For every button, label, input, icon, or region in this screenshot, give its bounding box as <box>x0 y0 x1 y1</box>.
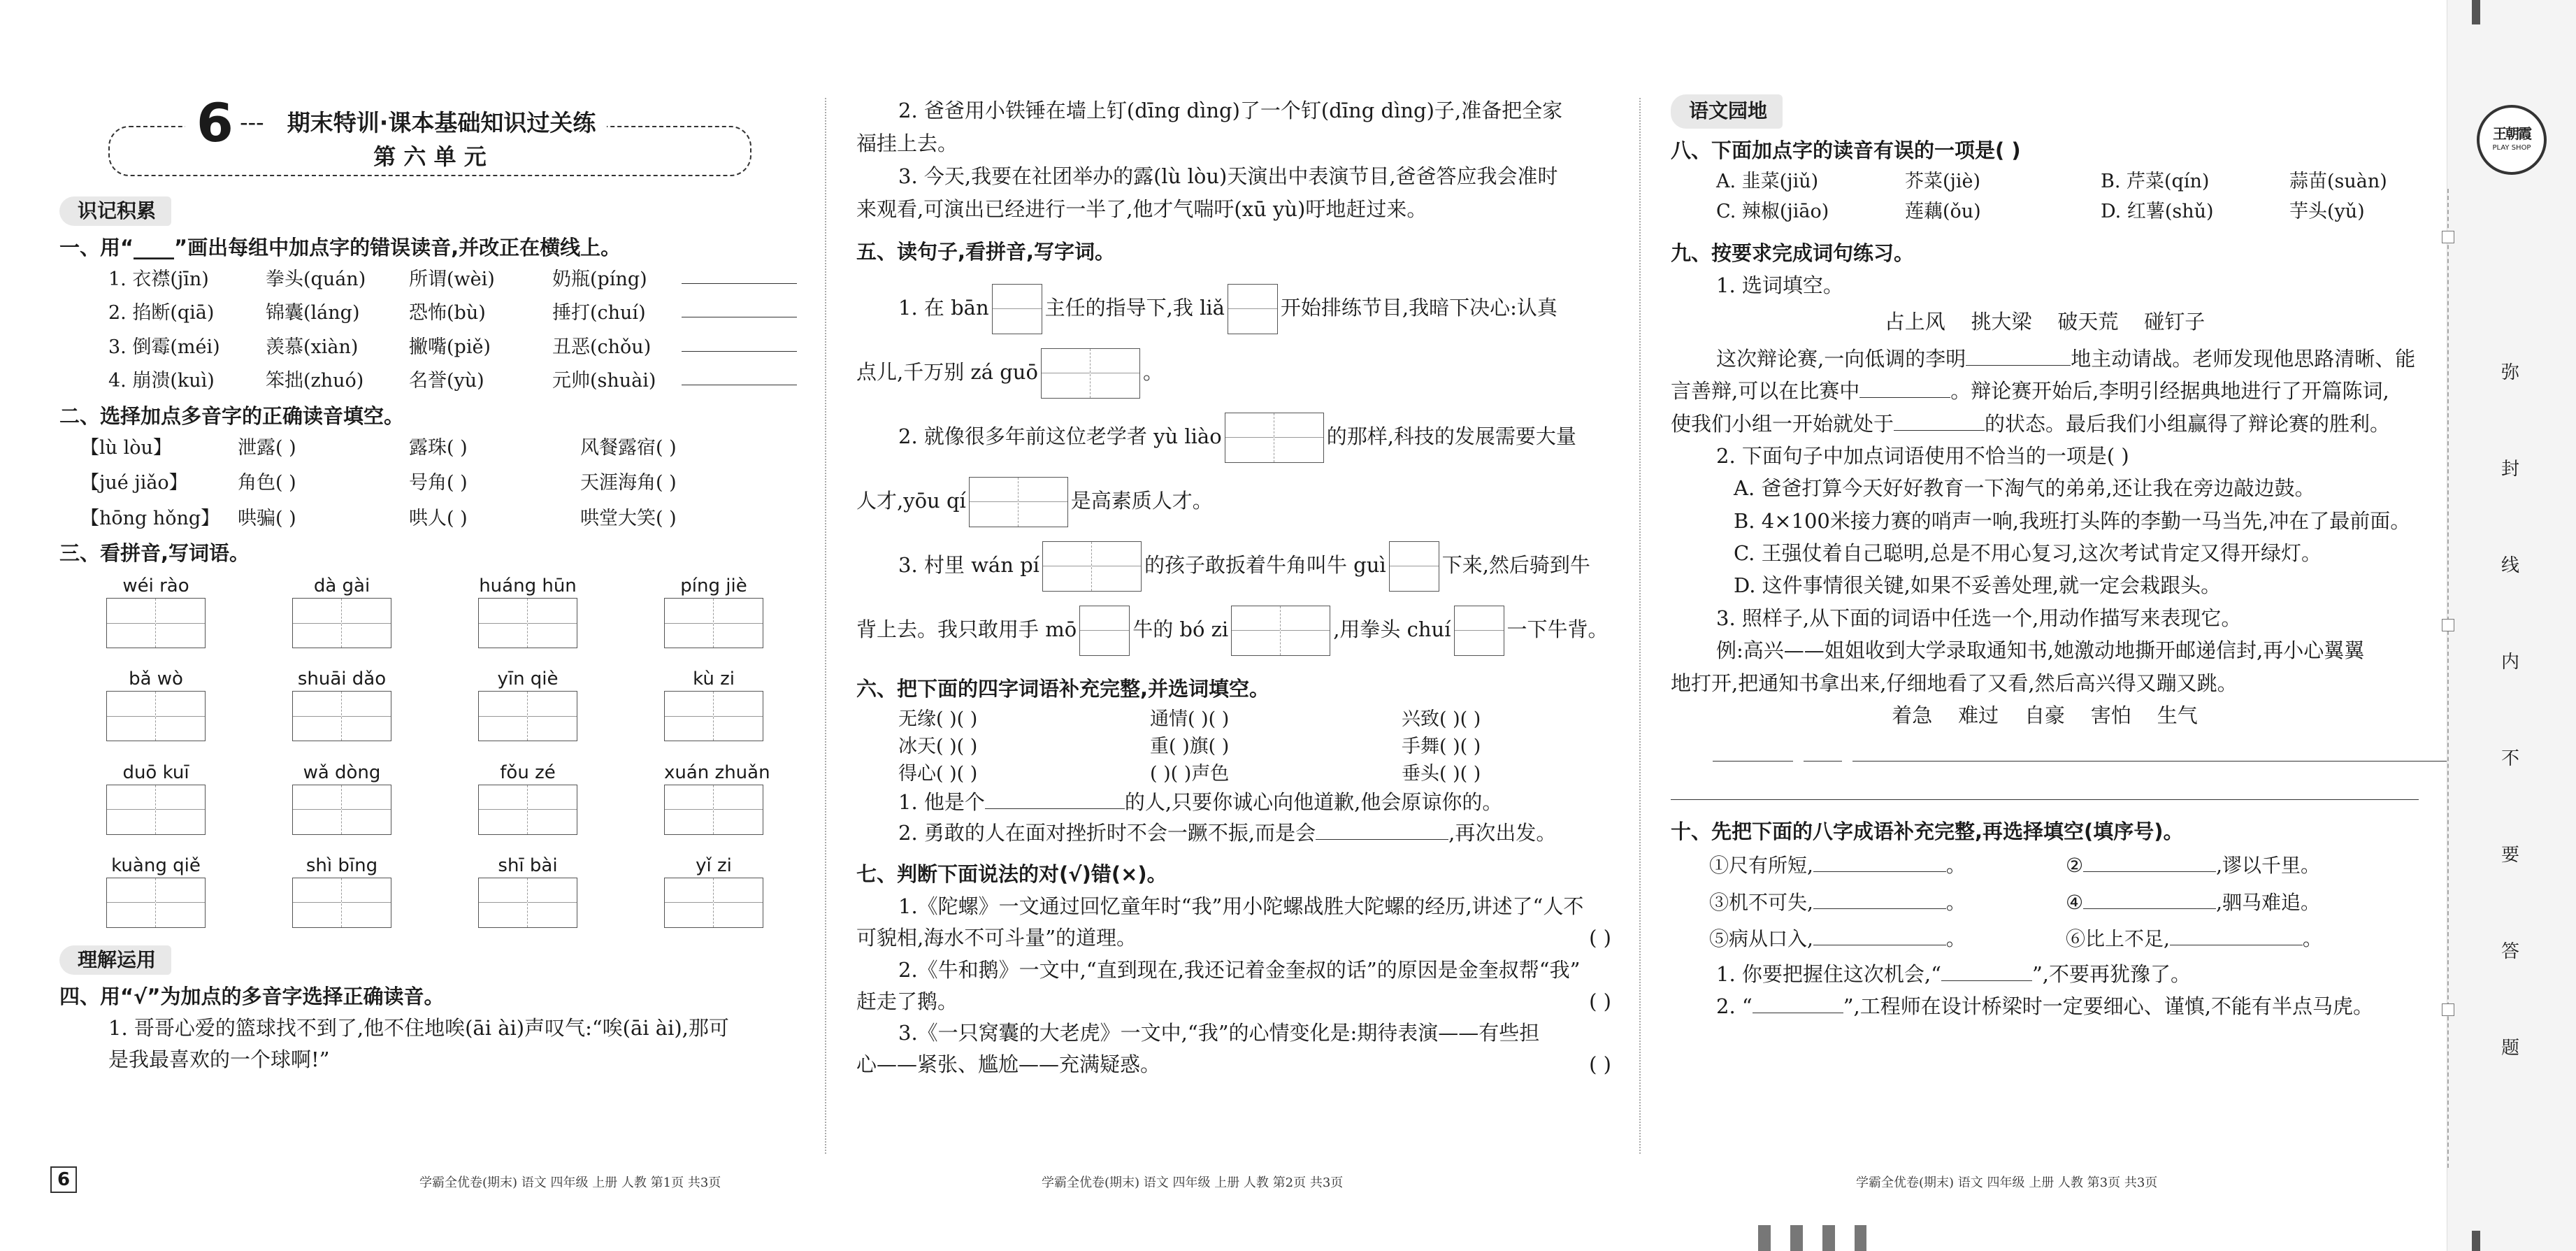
writing-box[interactable] <box>292 598 391 648</box>
q9-text: 的状态。最后我们小组赢得了辩论赛的胜利。 <box>1985 411 2391 436</box>
q9-option[interactable]: B. 4×100米接力赛的哨声一响,我班打头阵的李勤一马当先,冲在了最前面。 <box>1734 508 2411 533</box>
question-10-title: 十、先把下面的八字成语补充完整,再选择填空(填序号)。 <box>1671 819 2184 843</box>
question-6-grid <box>898 706 1611 787</box>
answer-blank[interactable] <box>1852 745 2450 762</box>
q9-part: 2. 下面句子中加点词语使用不恰当的一项是( ) <box>1716 443 2129 468</box>
pinyin-label: shì bīng <box>305 855 378 876</box>
q1-item: 羡慕(xiàn) <box>266 336 359 358</box>
pinyin-grid <box>106 574 786 934</box>
answer-blank[interactable] <box>1813 929 1946 945</box>
pinyin-label: xuán zhuǎn <box>664 762 770 783</box>
q9-text: 这次辩论赛,一向低调的李明 <box>1716 346 1966 371</box>
answer-blank[interactable] <box>1713 745 1793 762</box>
example-line: 地打开,把通知书拿出来,仔细地看了又看,然后高兴得又蹦又跳。 <box>1671 671 2238 695</box>
notice-char: 不 <box>2501 748 2519 769</box>
section-tag: 语文园地 <box>1671 94 1783 129</box>
q1-item: 3. 倒霉(méi) <box>108 336 220 358</box>
question-5-body <box>856 276 1611 662</box>
q9-text: 。辩论赛开始后,李明引经据典地进行了开篇陈词, <box>1950 379 2389 403</box>
page-footer: 学霸全优卷(期末) 语文 四年级 上册 人教 第3页 共3页 <box>1856 1175 2158 1190</box>
notice-char: 线 <box>2501 555 2519 576</box>
q2-item: 角色( ) <box>238 472 296 494</box>
question-8-options <box>1716 166 2419 227</box>
logo-subtext: PLAY SHOP <box>2492 144 2531 152</box>
question-2-title: 二、选择加点多音字的正确读音填空。 <box>59 403 405 428</box>
binding-dashed-line <box>2447 189 2449 1168</box>
option-c[interactable]: C. 辣椒(jiāo) <box>1716 201 1829 223</box>
writing-box[interactable] <box>1079 606 1130 656</box>
notice-char: 内 <box>2501 652 2519 673</box>
q7-text: 赶走了鹅。 <box>856 989 958 1013</box>
option-a[interactable]: A. 韭菜(jiǔ) <box>1716 171 1819 193</box>
q1-item: 锦囊(láng) <box>266 302 360 324</box>
section-tag: 识记积累 <box>59 196 171 226</box>
answer-blank[interactable] <box>682 267 797 284</box>
middle-column <box>856 94 1611 1081</box>
idiom-item: ①尺有所短, <box>1709 854 1813 878</box>
q1-item: 撇嘴(piě) <box>409 336 491 358</box>
question-4-title: 四、用“√”为加点的多音字选择正确读音。 <box>59 984 445 1008</box>
writing-box[interactable] <box>478 691 577 741</box>
q9-text: 使我们小组一开始就处于 <box>1671 411 1894 436</box>
answer-line-group[interactable] <box>1713 738 2419 771</box>
q6-item: 兴致( )( ) <box>1402 708 1481 730</box>
pinyin-label: bǎ wò <box>129 669 183 690</box>
q6-sentence: ,再次出发。 <box>1448 820 1557 845</box>
unit-header: 6 --- 期末特训·课本基础知识过关练 第 六 单 元 <box>108 94 807 185</box>
writing-box[interactable] <box>106 878 206 928</box>
writing-box[interactable] <box>664 598 763 648</box>
q6-sentence: 2. 勇敢的人在面对挫折时不会一蹶不振,而是会 <box>898 820 1316 845</box>
q2-item: 露珠( ) <box>409 436 468 459</box>
q1-item: 拳头(quán) <box>266 268 366 290</box>
q9-option[interactable]: D. 这件事情很关键,如果不妥善处理,就一定会栽跟头。 <box>1734 573 2222 598</box>
q5-text: 是高素质人才。 <box>1070 488 1213 513</box>
pinyin-label: kuàng qiě <box>111 855 201 876</box>
pinyin-label: huáng hūn <box>479 576 577 597</box>
pinyin-label: kù zi <box>693 669 735 690</box>
answer-blank[interactable] <box>1813 855 1946 872</box>
pinyin-label: wéi rào <box>122 576 189 597</box>
answer-blank[interactable] <box>682 335 797 352</box>
writing-box[interactable] <box>1231 606 1330 656</box>
q2-item: 天涯海角( ) <box>580 472 677 494</box>
q4-line: 1. 哥哥心爱的篮球找不到了,他不住地唉(āi ài)声叹气:“唉(āi ài),那可 <box>108 1015 729 1040</box>
pinyin-cell <box>664 667 763 748</box>
q1-item: 所谓(wèi) <box>409 268 495 290</box>
q5-text: 一下牛背。 <box>1506 617 1609 641</box>
q2-item: 【jué jiǎo】 <box>80 472 188 494</box>
page-title: 期末特训·课本基础知识过关练 <box>287 109 596 137</box>
writing-box[interactable] <box>1454 606 1504 656</box>
pinyin-cell <box>664 761 770 841</box>
pinyin-label: shī bài <box>498 855 558 876</box>
unit-number: 6 <box>196 92 233 154</box>
writing-box[interactable] <box>664 878 763 928</box>
writing-box[interactable] <box>992 284 1042 334</box>
writing-box[interactable] <box>292 691 391 741</box>
q2-item: 风餐露宿( ) <box>580 436 677 459</box>
q9-option[interactable]: C. 王强仗着自己聪明,总是不用心复习,这次考试肯定又得开绿灯。 <box>1734 541 2322 566</box>
logo-text: 王朝霞 <box>2493 125 2531 142</box>
binding-mark <box>2442 1003 2454 1016</box>
pinyin-cell <box>664 854 763 934</box>
q9-option[interactable]: A. 爸爸打算今天好好教育一下淘气的弟弟,还让我在旁边敲边鼓。 <box>1734 476 2315 501</box>
question-7-title: 七、判断下面说法的对(√)错(×)。 <box>856 862 1167 887</box>
top-bar <box>2472 0 2480 24</box>
question-5-title: 五、读句子,看拼音,写字词。 <box>856 239 1116 264</box>
binding-mark <box>2442 231 2454 243</box>
q6-item: 垂头( )( ) <box>1402 763 1481 785</box>
writing-box[interactable] <box>292 785 391 835</box>
question-10-grid: ①尺有所短, 。 ② ,谬以千里。 ③机不可失, 。 ④ ,驷马难追。 ⑤病从口入, 。 ⑥比上不足, 。 <box>1709 854 2322 951</box>
q6-item: ( )( )声色 <box>1150 763 1230 785</box>
idiom-item: ⑥比上不足, <box>2066 927 2170 951</box>
q6-sentence: 的人,只要你诚心向他道歉,他会原谅你的。 <box>1124 790 1503 815</box>
writing-box[interactable] <box>106 691 206 741</box>
page-number: 6 <box>50 1166 77 1193</box>
pinyin-cell <box>292 761 391 841</box>
question-8-title: 八、下面加点字的读音有误的一项是( ) <box>1671 138 2021 162</box>
notice-char: 要 <box>2501 845 2519 866</box>
writing-box[interactable] <box>292 878 391 928</box>
pinyin-label: dà gài <box>313 576 370 597</box>
pinyin-cell <box>478 761 577 841</box>
option-a: 芥菜(jiè) <box>1905 171 1981 193</box>
q1-item: 元帅(shuài) <box>552 370 656 392</box>
left-column <box>59 94 786 1073</box>
q1-item: 丑恶(chǒu) <box>552 336 652 358</box>
q5-text: 点儿,千万别 zá guō <box>856 359 1038 384</box>
pinyin-cell <box>292 667 391 748</box>
q5-text: 人才,yōu qí <box>856 488 966 513</box>
q10-text: ”,工程师在设计桥梁时一定要细心、谨慎,不能有半点马虎。 <box>1843 994 2373 1019</box>
judgement-paren[interactable]: ( ) <box>1589 926 1611 950</box>
q10-text: 1. 你要把握住这次机会,“ <box>1716 962 1941 987</box>
pinyin-label: píng jiè <box>680 576 747 597</box>
q2-item: 哄骗( ) <box>238 507 296 529</box>
writing-box[interactable] <box>478 598 577 648</box>
judgement-paren[interactable]: ( ) <box>1589 989 1611 1013</box>
answer-blank[interactable] <box>985 792 1125 809</box>
idiom-item: ,谬以千里。 <box>2216 854 2321 878</box>
question-6-title: 六、把下面的四字词语补充完整,并选词填空。 <box>856 676 1270 701</box>
q2-item: 【hōng hǒng】 <box>80 507 220 529</box>
option-c: 莲藕(ǒu) <box>1905 201 1981 223</box>
answer-blank[interactable] <box>2170 929 2303 945</box>
pinyin-cell <box>292 574 391 655</box>
q1-item: 名誉(yù) <box>409 370 484 392</box>
answer-blank[interactable] <box>1894 414 1985 431</box>
idiom-item: ⑤病从口入, <box>1709 927 1813 951</box>
q5-text: 开始排练节目,我暗下决心:认真 <box>1280 295 1557 320</box>
vertical-notice <box>2496 364 2524 1067</box>
q10-text: ”,不要再犹豫了。 <box>2031 962 2191 987</box>
writing-box[interactable] <box>478 878 577 928</box>
q5-text: 1. 在 bān <box>898 295 989 320</box>
writing-box[interactable] <box>1228 284 1278 334</box>
q4-line: 2. 爸爸用小铁锤在墙上钉(dīng dìng)了一个钉(dīng dìng)子,准备把全家 <box>898 99 1563 122</box>
idiom-item: ③机不可失, <box>1709 890 1813 914</box>
answer-blank[interactable] <box>1804 745 1842 762</box>
q4-line: 来观看,可演出已经进行一半了,他才气喘吁(xū yù)吁地赶过来。 <box>856 196 1427 221</box>
answer-blank[interactable] <box>2083 855 2216 872</box>
writing-box[interactable] <box>664 785 763 835</box>
idiom-item: ④ <box>2066 890 2084 914</box>
q9-text: 言善辩,可以在比赛中 <box>1671 379 1860 403</box>
q6-item: 手舞( )( ) <box>1402 735 1481 757</box>
answer-blank[interactable] <box>1859 381 1950 398</box>
answer-blank[interactable] <box>1966 349 2071 366</box>
writing-box[interactable] <box>969 477 1068 527</box>
judgement-paren[interactable]: ( ) <box>1589 1052 1611 1077</box>
q5-text: 2. 就像很多年前这位老学者 yù liào <box>898 424 1222 448</box>
q7-text: 2.《牛和鹅》一文中,“直到现在,我还记着金奎叔的话”的原因是金奎叔帮“我” <box>898 957 1581 982</box>
q5-text: 的孩子敢扳着牛角叫牛 guì <box>1144 552 1386 577</box>
q7-text: 心——紧张、尴尬——充满疑惑。 <box>856 1052 1161 1077</box>
pinyin-cell <box>478 574 577 655</box>
pinyin-cell <box>106 761 206 841</box>
question-2-rows <box>80 436 786 531</box>
q2-item: 【lù lòu】 <box>80 436 172 459</box>
q7-text: 1.《陀螺》一文通过回忆童年时“我”用小陀螺战胜大陀螺的经历,讲述了“人不 <box>898 894 1584 919</box>
q5-text: 下来,然后骑到牛 <box>1441 552 1590 577</box>
pinyin-cell <box>478 667 577 748</box>
q1-item: 恐怖(bù) <box>409 302 486 324</box>
page-footer: 学霸全优卷(期末) 语文 四年级 上册 人教 第2页 共3页 <box>1042 1175 1344 1190</box>
page-footer: 学霸全优卷(期末) 语文 四年级 上册 人教 第1页 共3页 <box>419 1175 721 1190</box>
pinyin-cell <box>664 574 763 655</box>
q5-text: ,用拳头 chuí <box>1333 617 1451 641</box>
q2-item: 哄人( ) <box>409 507 468 529</box>
answer-blank[interactable] <box>682 301 797 317</box>
answer-line[interactable] <box>1671 799 2419 800</box>
q4-line: 是我最喜欢的一个球啊!” <box>108 1047 330 1071</box>
q6-item: 无缘( )( ) <box>898 708 978 730</box>
pinyin-label: yǐ zi <box>696 855 732 876</box>
writing-box[interactable] <box>106 785 206 835</box>
example-line: 例:高兴——姐姐收到大学录取通知书,她激动地撕开邮递信封,再小心翼翼 <box>1716 638 2365 663</box>
pinyin-cell <box>292 854 391 934</box>
q10-text: 2. “ <box>1716 994 1753 1019</box>
q1-item: 捶打(chuí) <box>552 302 646 324</box>
q4-line: 福挂上去。 <box>856 131 958 155</box>
q5-text: 主任的指导下,我 liǎ <box>1044 295 1225 320</box>
pinyin-label: duō kuī <box>122 762 189 783</box>
q6-item: 冰天( )( ) <box>898 735 978 757</box>
writing-box[interactable] <box>478 785 577 835</box>
option-d: 芋头(yǔ) <box>2289 201 2365 223</box>
question-9-title: 九、按要求完成词句练习。 <box>1671 241 1915 265</box>
pinyin-cell <box>106 854 206 934</box>
column-divider <box>825 98 826 1154</box>
question-1-title: 一、用“____”画出每组中加点字的错误读音,并改正在横线上。 <box>59 235 621 259</box>
pinyin-cell <box>478 854 577 934</box>
pinyin-cell <box>106 574 206 655</box>
q7-text: 可貌相,海水不可斗量”的道理。 <box>856 926 1137 950</box>
q6-item: 通情( )( ) <box>1150 708 1230 730</box>
writing-box[interactable] <box>1042 541 1142 592</box>
q9-part: 3. 照样子,从下面的词语中任选一个,用动作描写来表现它。 <box>1716 606 2242 630</box>
writing-box[interactable] <box>106 598 206 648</box>
writing-box[interactable] <box>664 691 763 741</box>
question-1-rows <box>108 267 786 394</box>
pinyin-cell <box>106 667 206 748</box>
binding-sidebar <box>2447 0 2576 1251</box>
q1-item: 4. 崩溃(kuì) <box>108 370 215 392</box>
option-b[interactable]: B. 芹菜(qín) <box>2101 171 2210 193</box>
q2-item: 号角( ) <box>409 472 468 494</box>
bottom-marks <box>1758 1225 1866 1251</box>
answer-blank[interactable] <box>682 369 797 385</box>
right-column <box>1671 94 2419 1023</box>
idiom-item: ② <box>2066 854 2084 878</box>
q2-item: 泄露( ) <box>238 436 296 459</box>
q5-text: 的那样,科技的发展需要大量 <box>1326 424 1576 448</box>
q1-item: 2. 掐断(qiā) <box>108 302 215 324</box>
pinyin-label: shuāi dǎo <box>297 669 387 690</box>
question-3-title: 三、看拼音,写词语。 <box>59 541 250 566</box>
writing-box[interactable] <box>1041 348 1140 399</box>
q6-item: 重( )旗( ) <box>1150 735 1230 757</box>
q9-text: 地主动请战。老师发现他思路清晰、能 <box>2071 346 2416 371</box>
bottom-bar <box>2472 1231 2480 1251</box>
answer-blank[interactable] <box>1813 892 1946 909</box>
q1-item: 笨拙(zhuó) <box>266 370 364 392</box>
q6-sentence: 1. 他是个 <box>898 790 985 815</box>
pinyin-label: yīn qiè <box>497 669 559 690</box>
q4-line: 3. 今天,我要在社团举办的露(lù lòu)天演出中表演节目,爸爸答应我会准时 <box>898 164 1558 188</box>
writing-box[interactable] <box>1225 413 1324 463</box>
column-divider <box>1639 98 1641 1154</box>
answer-blank[interactable] <box>1316 823 1448 840</box>
binding-mark <box>2442 619 2454 631</box>
section-tag: 理解运用 <box>59 945 171 975</box>
answer-blank[interactable] <box>2083 892 2216 909</box>
q1-item: 1. 衣襟(jīn) <box>108 268 209 290</box>
notice-char: 题 <box>2501 1038 2519 1059</box>
question-7-body <box>856 891 1611 1080</box>
q1-item: 奶瓶(píng) <box>552 268 647 290</box>
pinyin-label: wǎ dòng <box>303 762 381 783</box>
q9-part: 1. 选词填空。 <box>1716 273 1843 297</box>
q5-text: 3. 村里 wán pí <box>898 552 1039 577</box>
word-bank: 占上风 挑大梁 破天荒 碰钉子 <box>1884 310 2206 334</box>
option-b: 蒜苗(suàn) <box>2289 171 2387 193</box>
q5-text: 牛的 bó zi <box>1132 617 1229 641</box>
pinyin-label: fǒu zé <box>500 762 556 783</box>
word-bank: 着急 难过 自豪 害怕 生气 <box>1892 703 2198 728</box>
answer-blank[interactable] <box>1753 996 1843 1013</box>
unit-subtitle: 第 六 单 元 <box>373 143 487 170</box>
notice-char: 答 <box>2501 941 2519 962</box>
notice-char: 弥 <box>2501 362 2519 383</box>
q5-text: 。 <box>1142 359 1163 384</box>
writing-box[interactable] <box>1389 541 1439 592</box>
q5-text: 背上去。我只敢用手 mō <box>856 617 1077 641</box>
idiom-item: ,驷马难追。 <box>2216 890 2321 914</box>
notice-char: 封 <box>2501 459 2519 480</box>
q7-text: 3.《一只窝囊的大老虎》一文中,“我”的心情变化是:期待表演——有些担 <box>898 1021 1540 1045</box>
option-d[interactable]: D. 红薯(shǔ) <box>2101 201 2214 223</box>
answer-blank[interactable] <box>1941 964 2032 981</box>
q2-item: 哄堂大笑( ) <box>580 507 677 529</box>
q6-item: 得心( )( ) <box>898 763 978 785</box>
brand-logo <box>2477 105 2547 175</box>
